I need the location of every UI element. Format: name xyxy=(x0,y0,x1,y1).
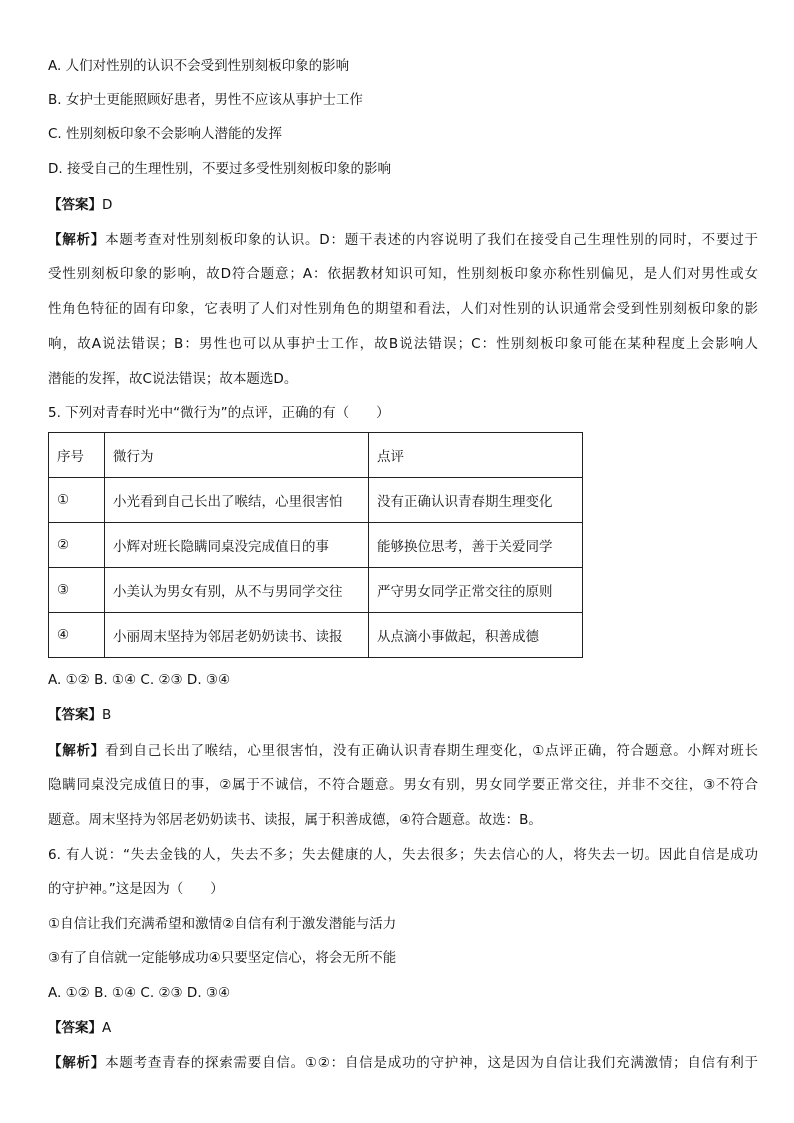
q6-question-line-1: 6. 有人说：“失去金钱的人，失去不多；失去健康的人，失去很多；失去信心的人，将失去一切。因此自信是成功 xyxy=(48,847,758,863)
q6-answer xyxy=(48,1018,758,1038)
q4-option-a: A. 人们对性别的认识不会受到性别刻板印象的影响 xyxy=(48,58,350,74)
answer-label: 【答案】 xyxy=(48,707,102,723)
q5-analysis-line-2: 隐瞒同桌没完成值日的事，②属于不诚信，不符合题意。男女有别，男女同学要正常交往，并非不交往，③不符合 xyxy=(48,777,758,793)
table-cell: ② xyxy=(49,523,105,568)
answer-value: D xyxy=(102,197,113,213)
table-row xyxy=(49,523,583,568)
analysis-label: 【解析】 xyxy=(48,1055,106,1071)
table-cell: 能够换位思考，善于关爱同学 xyxy=(369,523,583,568)
q5-options: A. ①② B. ①④ C. ②③ D. ③④ xyxy=(48,672,231,688)
q4-analysis-line-3: 性角色特征的固有印象，它表明了人们对性别角色的期望和看法，人们对性别的认识通常会受到性别刻板印象的影 xyxy=(48,301,758,317)
q6-statement-2: ③有了自信就一定能够成功④只要坚定信心，将会无所不能 xyxy=(48,950,397,966)
q5-table xyxy=(48,432,583,658)
table-cell: 没有正确认识青春期生理变化 xyxy=(369,478,583,523)
table-cell: 小丽周末坚持为邻居老奶奶读书、读报 xyxy=(105,613,369,658)
header-cell: 序号 xyxy=(49,433,105,478)
q5-analysis-line-3: 题意。周末坚持为邻居老奶奶读书、读报，属于积善成德，④符合题意。故选：B。 xyxy=(48,812,542,828)
table-cell: 从点滴小事做起，积善成德 xyxy=(369,613,583,658)
q5-question: 5. 下列对青春时光中“微行为”的点评，正确的有（ ） xyxy=(48,405,390,421)
q5-analysis-line-1: 【解析】看到自己长出了喉结，心里很害怕，没有正确认识青春期生理变化，①点评正确，符合题意。小辉对班长 xyxy=(48,743,759,759)
table-cell: ① xyxy=(49,478,105,523)
q4-option-c: C. 性别刻板印象不会影响人潜能的发挥 xyxy=(48,126,283,142)
table-cell: ③ xyxy=(49,568,105,613)
q6-question-line-2: 的守护神。”这是因为（ ） xyxy=(48,881,224,897)
answer-value: B xyxy=(102,707,112,723)
table-cell: 小美认为男女有别，从不与男同学交往 xyxy=(105,568,369,613)
q4-analysis-line-4: 响，故A说法错误；B：男性也可以从事护士工作，故B说法错误；C：性别刻板印象可能在某种程度上会影响人 xyxy=(48,336,758,352)
q4-analysis-line-5: 潜能的发挥，故C说法错误；故本题选D。 xyxy=(48,371,298,387)
q4-analysis-line-2: 受性别刻板印象的影响，故D符合题意；A：依据教材知识可知，性别刻板印象亦称性别偏见，是人们对男性或女 xyxy=(48,266,758,282)
header-cell: 点评 xyxy=(369,433,583,478)
q6-analysis-line-1: 【解析】本题考查青春的探索需要自信。①②：自信是成功的守护神，这是因为自信让我们充满激情；自信有利于 xyxy=(48,1055,758,1071)
q4-answer xyxy=(48,195,758,215)
table-row xyxy=(49,613,583,658)
q4-option-b: B. 女护士更能照顾好患者，男性不应该从事护士工作 xyxy=(48,92,363,108)
table-row xyxy=(49,478,583,523)
header-cell: 微行为 xyxy=(105,433,369,478)
answer-value: A xyxy=(102,1020,112,1036)
q5-answer xyxy=(48,705,758,725)
table-cell: 小辉对班长隐瞒同桌没完成值日的事 xyxy=(105,523,369,568)
analysis-label: 【解析】 xyxy=(48,232,106,248)
table-cell: 严守男女同学正常交往的原则 xyxy=(369,568,583,613)
analysis-label: 【解析】 xyxy=(48,743,105,759)
table-header-row xyxy=(49,433,583,478)
q4-option-d: D. 接受自己的生理性别，不要过多受性别刻板印象的影响 xyxy=(48,161,391,177)
q6-options: A. ①② B. ①④ C. ②③ D. ③④ xyxy=(48,985,231,1001)
q6-statement-1: ①自信让我们充满希望和激情②自信有利于激发潜能与活力 xyxy=(48,916,397,932)
table-cell: ④ xyxy=(49,613,105,658)
table-cell: 小光看到自己长出了喉结，心里很害怕 xyxy=(105,478,369,523)
answer-label: 【答案】 xyxy=(48,197,102,213)
table-row xyxy=(49,568,583,613)
q4-analysis-line-1: 【解析】本题考查对性别刻板印象的认识。D：题干表述的内容说明了我们在接受自己生理性别的同时，不要过于 xyxy=(48,232,759,248)
answer-label: 【答案】 xyxy=(48,1020,102,1036)
